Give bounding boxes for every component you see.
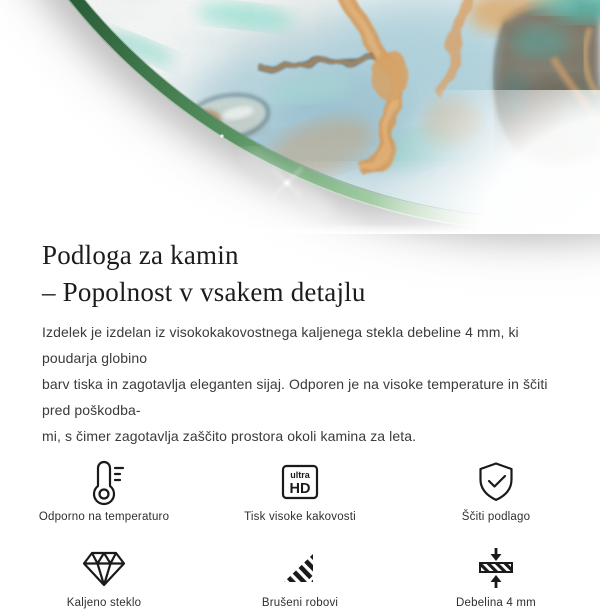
product-info-section — [0, 237, 600, 449]
feature-protection — [398, 458, 594, 524]
thickness-icon — [478, 544, 514, 592]
title-line-2: – Popolnost v vsakem detajlu — [42, 276, 366, 307]
feature-label: Tisk visoke kakovosti — [244, 511, 356, 523]
description-line: Izdelek je izdelan iz visokokakovostnega kaljenega stekla debeline 4 mm, ki poudarja globino — [42, 324, 519, 366]
feature-label: Kaljeno steklo — [66, 597, 142, 609]
feature-label: Debelina 4 mm — [456, 597, 536, 609]
feature-label: Ščiti podlago — [461, 511, 531, 523]
light-fade — [360, 90, 600, 234]
feature-thickness — [398, 544, 594, 610]
feature-polished-edges — [202, 544, 398, 610]
hd-label: HD — [289, 481, 311, 497]
thermometer-icon — [83, 458, 125, 506]
description-line: barv tiska in zagotavlja eleganten sijaj. Odporen je na visoke temperature in ščiti pred poškodba- — [42, 376, 548, 418]
title-line-1: Podloga za kamin — [42, 240, 239, 270]
page-title — [42, 237, 558, 310]
ultra-label: ultra — [290, 470, 310, 480]
ultra-hd-icon — [281, 458, 319, 506]
shield-check-icon — [477, 458, 515, 506]
feature-print-quality — [202, 458, 398, 524]
product-description — [42, 319, 558, 449]
description-line: mi, s čimer zagotavlja zaščito prostora okoli kamina za leta. — [42, 428, 417, 444]
features-grid — [0, 458, 600, 610]
feature-label: Odporno na temperaturo — [38, 511, 170, 523]
product-image — [0, 0, 600, 234]
diamond-icon — [81, 544, 127, 592]
glass-panel-illustration — [0, 0, 600, 234]
feature-label: Brušeni robovi — [261, 597, 339, 609]
feature-tempered-glass — [6, 544, 202, 610]
polished-edge-icon — [282, 544, 318, 592]
feature-temperature — [6, 458, 202, 524]
